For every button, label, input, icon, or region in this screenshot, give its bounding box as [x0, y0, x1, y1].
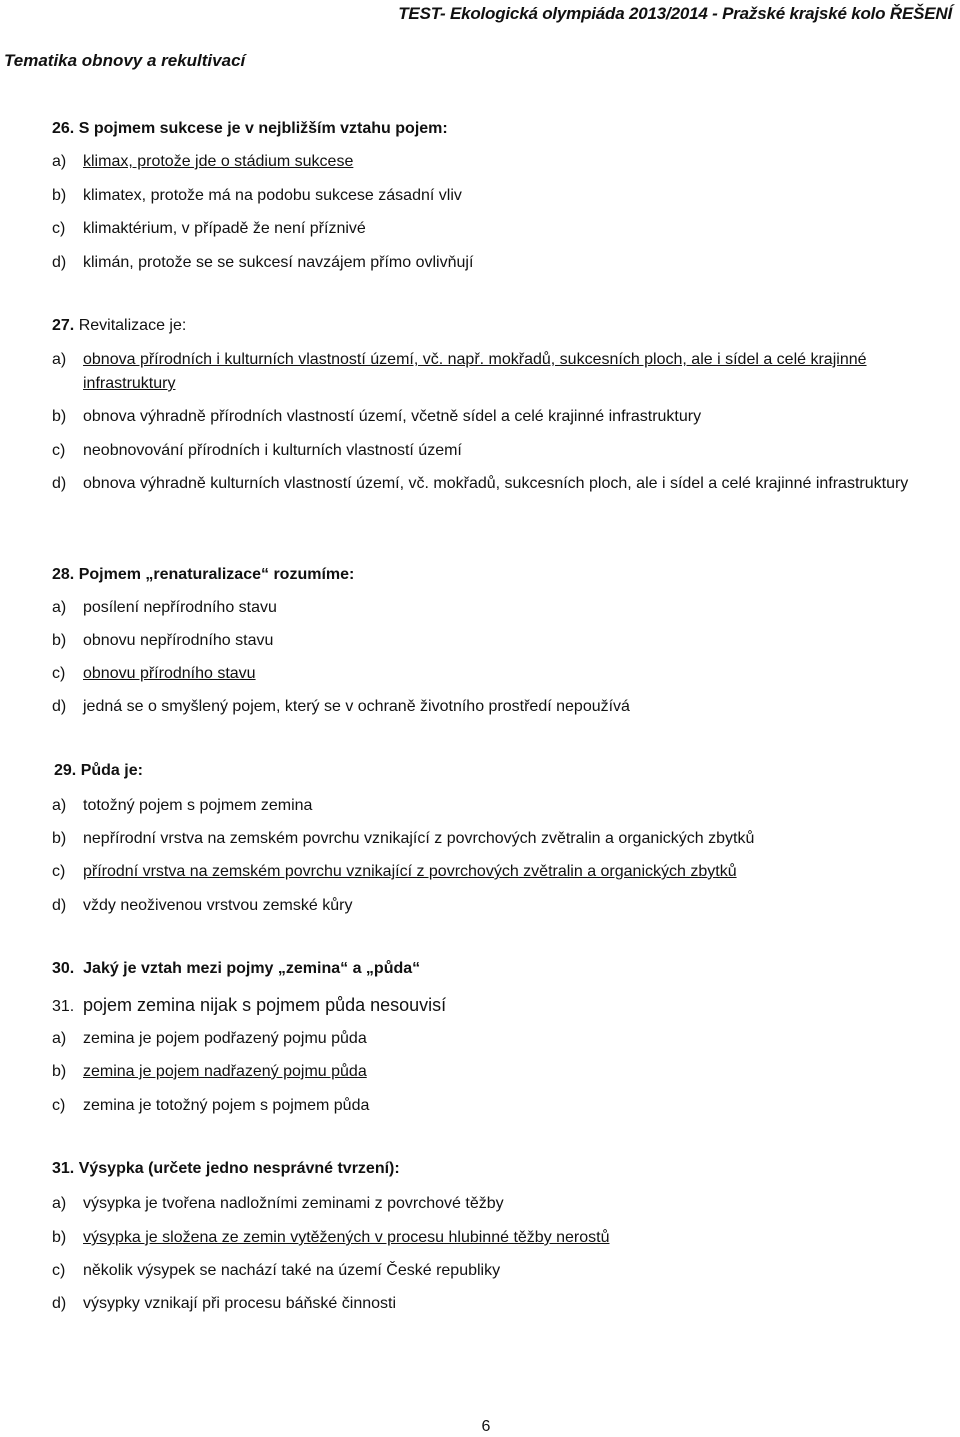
option-text: obnova výhradně kulturních vlastností území, vč. mokřadů, sukcesních ploch, ale i sídel a celé krajinné infrastruktury: [83, 475, 909, 492]
option-text-correct: klimax, protože jde o stádium sukcese: [83, 153, 354, 170]
option-text-correct: obnovu přírodního stavu: [83, 665, 256, 682]
option-text: posílení nepřírodního stavu: [83, 599, 277, 616]
option-text-correct: zemina je pojem nadřazený pojmu půda: [83, 1063, 367, 1080]
option-letter: d): [52, 897, 67, 914]
question-text: Revitalizace je:: [78, 317, 187, 334]
option-letter: b): [52, 1063, 67, 1080]
question-text: Jaký je vztah mezi pojmy „zemina“ a „půda“: [83, 960, 421, 977]
question-text: Půda je:: [80, 762, 143, 779]
option-text: nepřírodní vrstva na zemském povrchu vznikající z povrchových zvětralin a organických zbytků: [83, 830, 755, 847]
option-text: výsypka je tvořena nadložními zeminami z povrchové těžby: [83, 1195, 504, 1212]
question-number: 30.: [52, 960, 75, 977]
option-letter: b): [52, 830, 67, 847]
option-text: obnova výhradně přírodních vlastností území, včetně sídel a celé krajinné infrastruktury: [83, 408, 702, 425]
option-text: vždy neoživenou vrstvou zemské kůry: [83, 897, 353, 914]
option-text: pojem zemina nijak s pojmem půda nesouvisí: [83, 995, 447, 1015]
question-26: [52, 120, 448, 138]
option-text: výsypky vznikají při procesu báňské činnosti: [83, 1295, 397, 1312]
option-letter: a): [52, 351, 67, 368]
option-number: 31.: [52, 998, 75, 1015]
option-text-correct: přírodní vrstva na zemském povrchu vznikající z povrchových zvětralin a organických zbytků: [83, 863, 737, 880]
option-letter: d): [52, 475, 67, 492]
question-27: [52, 317, 186, 335]
option-letter: d): [52, 698, 67, 715]
option-letter: b): [52, 408, 67, 425]
option-letter: a): [52, 1195, 67, 1212]
option-letter: c): [52, 1097, 66, 1114]
question-30: [52, 960, 420, 978]
option-text: totožný pojem s pojmem zemina: [83, 797, 313, 814]
option-letter: c): [52, 863, 66, 880]
option-letter: c): [52, 442, 66, 459]
option-text: klimán, protože se se sukcesí navzájem přímo ovlivňují: [83, 254, 474, 271]
question-number: 29.: [54, 762, 77, 779]
option-text: klimaktérium, v případě že není příznivé: [83, 220, 366, 237]
option-text-correct: obnova přírodních i kulturních vlastností území, vč. např. mokřadů, sukcesních ploch, ale i sídel a celé krajinné infrastruktury: [83, 351, 867, 392]
header-title: TEST- Ekologická olympiáda 2013/2014 - Pražské krajské kolo ŘEŠENÍ: [398, 4, 952, 23]
option-letter: d): [52, 1295, 67, 1312]
question-text: Pojmem „renaturalizace“ rozumíme:: [78, 566, 355, 583]
option-letter: b): [52, 1229, 67, 1246]
option-letter: a): [52, 1030, 67, 1047]
option-letter: a): [52, 599, 67, 616]
option-text: několik výsypek se nachází také na území České republiky: [83, 1262, 501, 1279]
section-title: Tematika obnovy a rekultivací: [4, 51, 246, 70]
question-29: [54, 762, 143, 780]
option-text: zemina je totožný pojem s pojmem půda: [83, 1097, 370, 1114]
option-letter: a): [52, 797, 67, 814]
question-number: 26.: [52, 120, 75, 137]
option-letter: b): [52, 187, 67, 204]
option-letter: b): [52, 632, 67, 649]
option-letter: c): [52, 665, 66, 682]
page-number: 6: [481, 1418, 491, 1435]
question-text: Výsypka (určete jedno nesprávné tvrzení):: [78, 1160, 400, 1177]
question-text: S pojmem sukcese je v nejbližším vztahu pojem:: [78, 120, 448, 137]
option-text: neobnovování přírodních i kulturních vlastností území: [83, 442, 462, 459]
question-31: [52, 1160, 400, 1178]
option-text: zemina je pojem podřazený pojmu půda: [83, 1030, 367, 1047]
question-number: 27.: [52, 317, 75, 334]
option-letter: c): [52, 1262, 66, 1279]
question-number: 28.: [52, 566, 75, 583]
question-number: 31.: [52, 1160, 75, 1177]
option-text: jedná se o smyšlený pojem, který se v ochraně životního prostředí nepoužívá: [83, 698, 630, 715]
option-text-correct: výsypka je složena ze zemin vytěžených v procesu hlubinné těžby nerostů: [83, 1229, 610, 1246]
question-28: [52, 566, 354, 584]
option-letter: c): [52, 220, 66, 237]
option-letter: d): [52, 254, 67, 271]
option-text: obnovu nepřírodního stavu: [83, 632, 274, 649]
option-text: klimatex, protože má na podobu sukcese zásadní vliv: [83, 187, 462, 204]
option-letter: a): [52, 153, 67, 170]
